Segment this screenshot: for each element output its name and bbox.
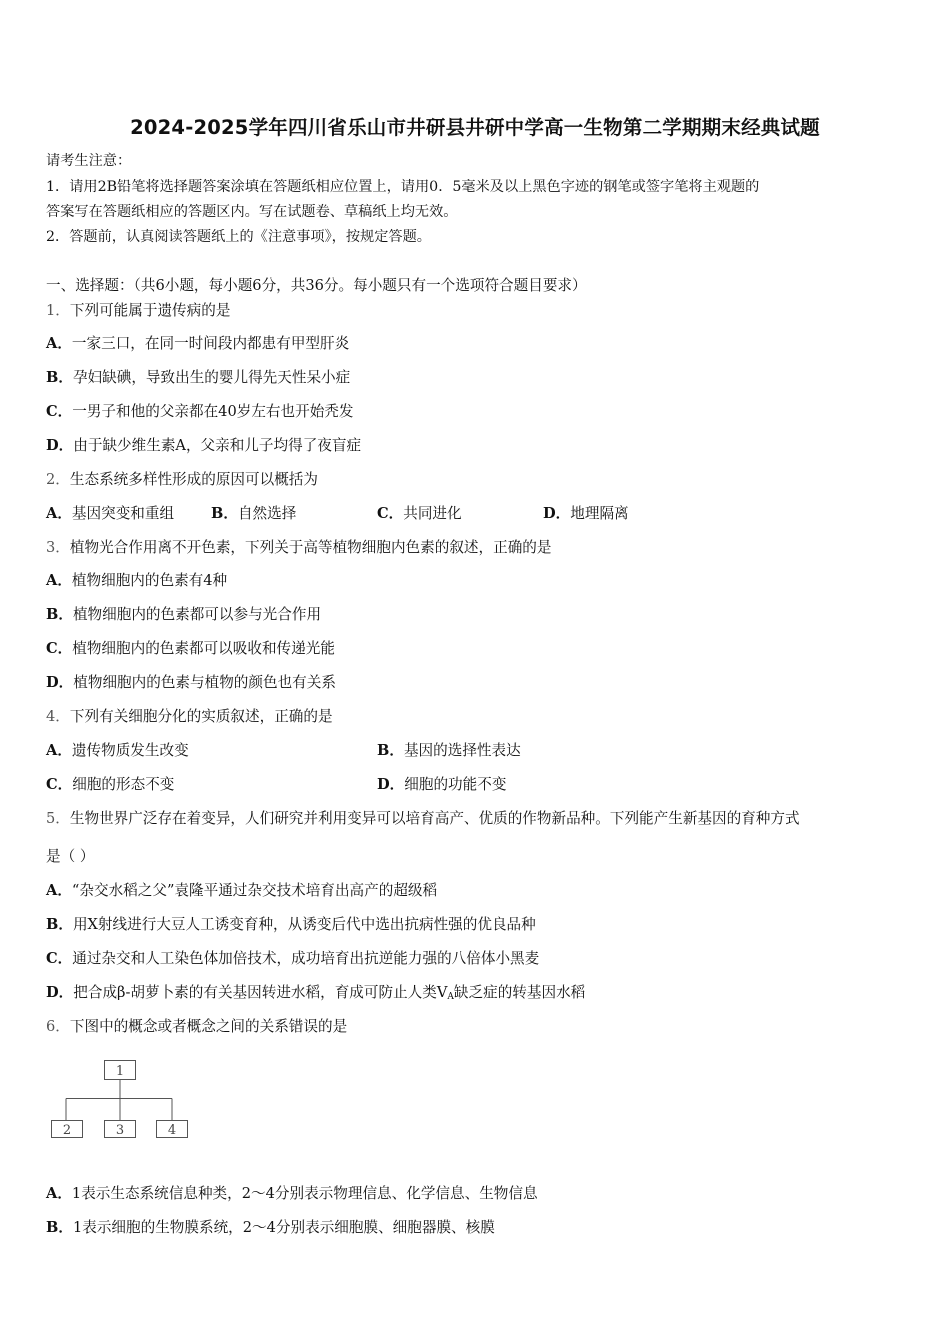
option-label: B． xyxy=(46,1219,73,1236)
option-text: 一男子和他的父亲都在40岁左右也开始秃发 xyxy=(72,403,354,420)
option-text: 细胞的功能不变 xyxy=(404,776,507,793)
question-text: 下列可能属于遗传病的是 xyxy=(69,302,231,319)
question-5-option-c xyxy=(46,949,539,969)
option-text: 基因的选择性表达 xyxy=(403,742,521,759)
option-label: D． xyxy=(46,674,74,691)
option-label: C． xyxy=(46,776,73,793)
option-label: B． xyxy=(377,742,404,759)
question-1-stem xyxy=(46,301,230,321)
concept-label-4: 4 xyxy=(167,1123,177,1138)
option-label: B． xyxy=(46,606,73,623)
notice-item-1-line-2: 答案写在答题纸相应的答题区内。写在试题卷、草稿纸上均无效。 xyxy=(46,204,458,220)
question-number: 5． xyxy=(46,810,70,827)
option-text: 把合成β-胡萝卜素的有关基因转进水稻，育成可防止人类V xyxy=(73,984,448,1001)
option-label: C． xyxy=(377,505,404,522)
option-text: 共同进化 xyxy=(403,505,462,522)
question-5-option-d xyxy=(46,983,585,1007)
option-label: A． xyxy=(46,1185,72,1202)
question-2-option-c xyxy=(377,504,462,524)
question-2-option-a xyxy=(46,504,174,524)
option-label: A． xyxy=(46,742,72,759)
question-3-option-c xyxy=(46,639,335,659)
question-5-option-b xyxy=(46,915,536,935)
option-label: D． xyxy=(377,776,405,793)
question-4-option-b xyxy=(377,741,521,761)
option-text: 地理隔离 xyxy=(570,505,629,522)
option-label: B． xyxy=(211,505,238,522)
question-4-option-c xyxy=(46,775,174,795)
option-text: 植物细胞内的色素与植物的颜色也有关系 xyxy=(73,674,336,691)
option-text: 由于缺少维生素A，父亲和儿子均得了夜盲症 xyxy=(73,437,362,454)
question-number: 4． xyxy=(46,708,70,725)
question-6-stem xyxy=(46,1017,347,1037)
option-text: 植物细胞内的色素有4种 xyxy=(71,572,228,589)
question-text: 生物世界广泛存在着变异，人们研究并利用变异可以培育高产、优质的作物新品种。下列能产生新基因的育种方式 xyxy=(69,810,800,827)
question-number: 2． xyxy=(46,471,70,488)
option-label: C． xyxy=(46,640,73,657)
notice-heading: 请考生注意： xyxy=(46,153,132,169)
option-text: 遗传物质发生改变 xyxy=(71,742,189,759)
option-label: B． xyxy=(46,916,73,933)
question-number: 1． xyxy=(46,302,70,319)
question-text: 下图中的概念或者概念之间的关系错误的是 xyxy=(69,1018,348,1035)
option-label: D． xyxy=(543,505,571,522)
question-1-option-b xyxy=(46,368,350,388)
option-text: “杂交水稻之父”袁隆平通过杂交技术培育出高产的超级稻 xyxy=(71,882,438,899)
option-text: 植物细胞内的色素都可以参与光合作用 xyxy=(72,606,322,623)
question-5-stem-line-1 xyxy=(46,809,800,829)
option-label: A． xyxy=(46,882,72,899)
question-2-option-d xyxy=(543,504,629,524)
question-1-option-c xyxy=(46,402,353,422)
question-3-stem xyxy=(46,538,552,558)
question-text: 下列有关细胞分化的实质叙述，正确的是 xyxy=(69,708,333,725)
option-label: C． xyxy=(46,403,73,420)
option-label: A． xyxy=(46,505,72,522)
question-1-option-a xyxy=(46,334,349,354)
option-label: B． xyxy=(46,369,73,386)
question-3-option-a xyxy=(46,571,227,591)
option-text: 植物细胞内的色素都可以吸收和传递光能 xyxy=(72,640,335,657)
question-2-option-b xyxy=(211,504,296,524)
question-text: 生态系统多样性形成的原因可以概括为 xyxy=(69,471,318,488)
question-text: 植物光合作用离不开色素，下列关于高等植物细胞内色素的叙述，正确的是 xyxy=(69,539,552,556)
concept-label-2: 2 xyxy=(62,1123,72,1138)
question-6-option-a xyxy=(46,1184,538,1204)
question-3-option-d xyxy=(46,673,336,693)
question-number: 3． xyxy=(46,539,70,556)
option-label: D． xyxy=(46,437,74,454)
option-text: 基因突变和重组 xyxy=(71,505,175,522)
option-label: A． xyxy=(46,335,72,352)
notice-item-2: 2．答题前，认真阅读答题纸上的《注意事项》，按规定答题。 xyxy=(46,229,431,245)
page-title: 2024-2025学年四川省乐山市井研县井研中学高一生物第二学期期末经典试题 xyxy=(130,116,820,139)
option-text: 1表示细胞的生物膜系统，2～4分别表示细胞膜、细胞器膜、核膜 xyxy=(72,1219,495,1236)
option-text-after: 缺乏症的转基因水稻 xyxy=(453,984,586,1001)
option-text: 1表示生态系统信息种类，2～4分别表示物理信息、化学信息、生物信息 xyxy=(71,1185,538,1202)
concept-tree-diagram xyxy=(50,1058,200,1140)
question-3-option-b xyxy=(46,605,321,625)
question-number: 6． xyxy=(46,1018,70,1035)
question-4-option-a xyxy=(46,741,189,761)
question-1-option-d xyxy=(46,436,361,456)
option-label: A． xyxy=(46,572,72,589)
question-4-stem xyxy=(46,707,333,727)
option-text: 自然选择 xyxy=(237,505,297,522)
option-label: C． xyxy=(46,950,73,967)
option-text: 细胞的形态不变 xyxy=(72,776,175,793)
question-4-option-d xyxy=(377,775,506,795)
subscript-a: A xyxy=(447,992,454,1002)
option-text: 通过杂交和人工染色体加倍技术，成功培育出抗逆能力强的八倍体小黑麦 xyxy=(72,950,540,967)
question-5-stem-line-2: 是（ ） xyxy=(46,848,95,865)
concept-label-3: 3 xyxy=(115,1123,125,1138)
option-text: 用X射线进行大豆人工诱变育种，从诱变后代中选出抗病性强的优良品种 xyxy=(72,916,536,933)
question-2-stem xyxy=(46,470,318,490)
question-5-option-a xyxy=(46,881,437,901)
option-text: 孕妇缺碘，导致出生的婴儿得先天性呆小症 xyxy=(72,369,351,386)
notice-item-1-line-1: 1．请用2B铅笔将选择题答案涂填在答题纸相应位置上，请用0．5毫米及以上黑色字迹的钢笔或签字笔将主观题的 xyxy=(46,179,760,195)
option-text: 一家三口，在同一时间段内都患有甲型肝炎 xyxy=(71,335,350,352)
option-label: D． xyxy=(46,984,74,1001)
concept-label-1: 1 xyxy=(115,1064,125,1079)
question-6-option-b xyxy=(46,1218,495,1238)
section-heading: 一、选择题：（共6小题，每小题6分，共36分。每小题只有一个选项符合题目要求） xyxy=(46,277,587,294)
